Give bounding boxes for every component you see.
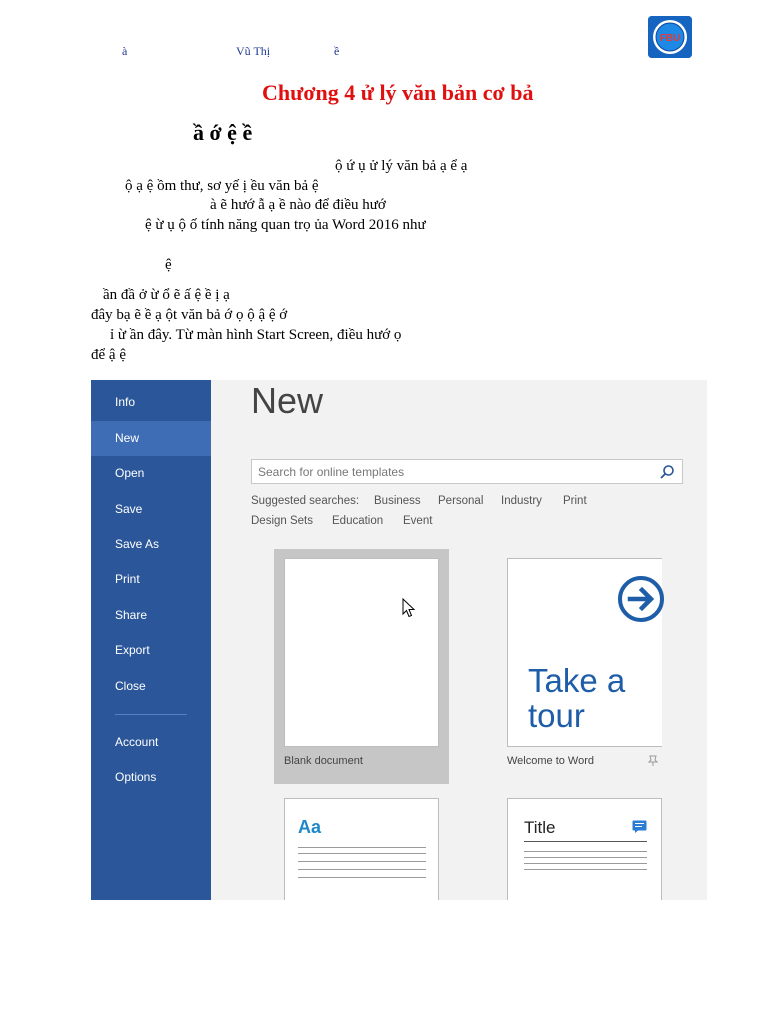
template-title-text: Title	[524, 818, 556, 837]
search-icon[interactable]	[659, 464, 675, 480]
suggested-personal[interactable]: Personal	[438, 495, 484, 507]
template-caption-welcome: Welcome to Word	[507, 755, 595, 767]
suggested-industry[interactable]: Industry	[501, 495, 542, 507]
paragraph1-line2: ộ ạ ệ ồm thư, sơ yế ị ều văn bả ệ	[125, 178, 319, 194]
mouse-cursor-icon	[402, 598, 416, 618]
logo-seal-icon	[648, 16, 692, 58]
template-aa-text: Aa	[298, 817, 322, 837]
sidebar-item-save[interactable]: Save	[115, 502, 143, 516]
template-search-box[interactable]	[251, 459, 683, 484]
template-aa-line	[298, 861, 426, 862]
paragraph1-line1: ộ ứ ụ ử lý văn bả ạ ể ạ	[335, 158, 468, 174]
page-title: New	[251, 380, 324, 421]
sub-heading: ệ	[165, 257, 172, 273]
header-left-text: à	[122, 44, 128, 58]
paragraph2-line2: đây bạ ẽ ề ạ ột văn bả ớ ọ ộ ậ ệ ớ	[91, 307, 288, 323]
sidebar-item-print[interactable]: Print	[115, 572, 140, 586]
sidebar-item-options[interactable]: Options	[115, 770, 157, 784]
backstage-sidebar	[91, 380, 211, 900]
template-aa[interactable]	[284, 798, 439, 900]
suggested-print[interactable]: Print	[563, 495, 587, 507]
suggested-business[interactable]: Business	[374, 495, 421, 507]
arrow-right-circle-icon	[616, 574, 666, 624]
paragraph1-line4: ệ ừ ụ ộ ố tính năng quan trọ ủa Word 2016 như	[145, 217, 426, 233]
chapter-title: Chương 4 ử lý văn bản cơ bả	[262, 80, 534, 105]
section-heading: ầ ớ ệ ề	[193, 120, 253, 145]
template-caption-blank: Blank document	[284, 755, 363, 767]
template-aa-line	[298, 869, 426, 870]
take-a-tour-text: Take a tour	[528, 662, 626, 734]
template-aa-line	[298, 853, 426, 854]
template-aa-line	[298, 847, 426, 848]
university-logo	[648, 16, 692, 58]
sidebar-item-info[interactable]: Info	[115, 395, 136, 409]
sidebar-item-save-as[interactable]: Save As	[115, 537, 160, 551]
svg-text:FBU: FBU	[659, 33, 681, 44]
blank-document-preview[interactable]	[284, 558, 439, 747]
paragraph2-line1: ần đầ ở ừ ổ ẽ ấ ệ ề ị ạ	[103, 287, 230, 303]
search-input[interactable]	[252, 460, 654, 483]
template-title-line	[524, 863, 647, 864]
template-title-rule	[524, 841, 647, 842]
paragraph2-line4: để ậ ệ	[91, 347, 126, 363]
suggested-event[interactable]: Event	[403, 515, 433, 527]
sidebar-item-share[interactable]: Share	[115, 608, 148, 622]
template-title-line	[524, 869, 647, 870]
template-title-line	[524, 857, 647, 858]
sidebar-item-new[interactable]: New	[91, 421, 211, 456]
pin-icon[interactable]	[648, 755, 658, 767]
sidebar-item-account[interactable]: Account	[115, 735, 159, 749]
sidebar-item-export[interactable]: Export	[115, 643, 150, 657]
header-author: Vũ Thị	[236, 44, 271, 58]
template-aa-line	[298, 877, 426, 878]
suggested-design-sets[interactable]: Design Sets	[251, 515, 314, 527]
suggested-searches-label: Suggested searches:	[251, 495, 360, 507]
sidebar-item-close[interactable]: Close	[115, 679, 146, 693]
comment-icon	[632, 820, 647, 833]
suggested-education[interactable]: Education	[332, 515, 384, 527]
paragraph1-line3: à ẽ hướ ẫ ạ ề nào để điều hướ	[210, 197, 386, 213]
word-backstage-screenshot	[91, 380, 707, 900]
template-title-line	[524, 851, 647, 852]
paragraph2-line3: ỉ ừ ần đây. Từ màn hình Start Screen, điều hướ ọ	[110, 327, 402, 343]
header-right-text: ề	[334, 44, 340, 58]
template-title[interactable]	[507, 798, 662, 900]
template-welcome-to-word[interactable]	[507, 558, 662, 747]
sidebar-item-open[interactable]: Open	[115, 466, 145, 480]
sidebar-divider	[115, 714, 187, 715]
